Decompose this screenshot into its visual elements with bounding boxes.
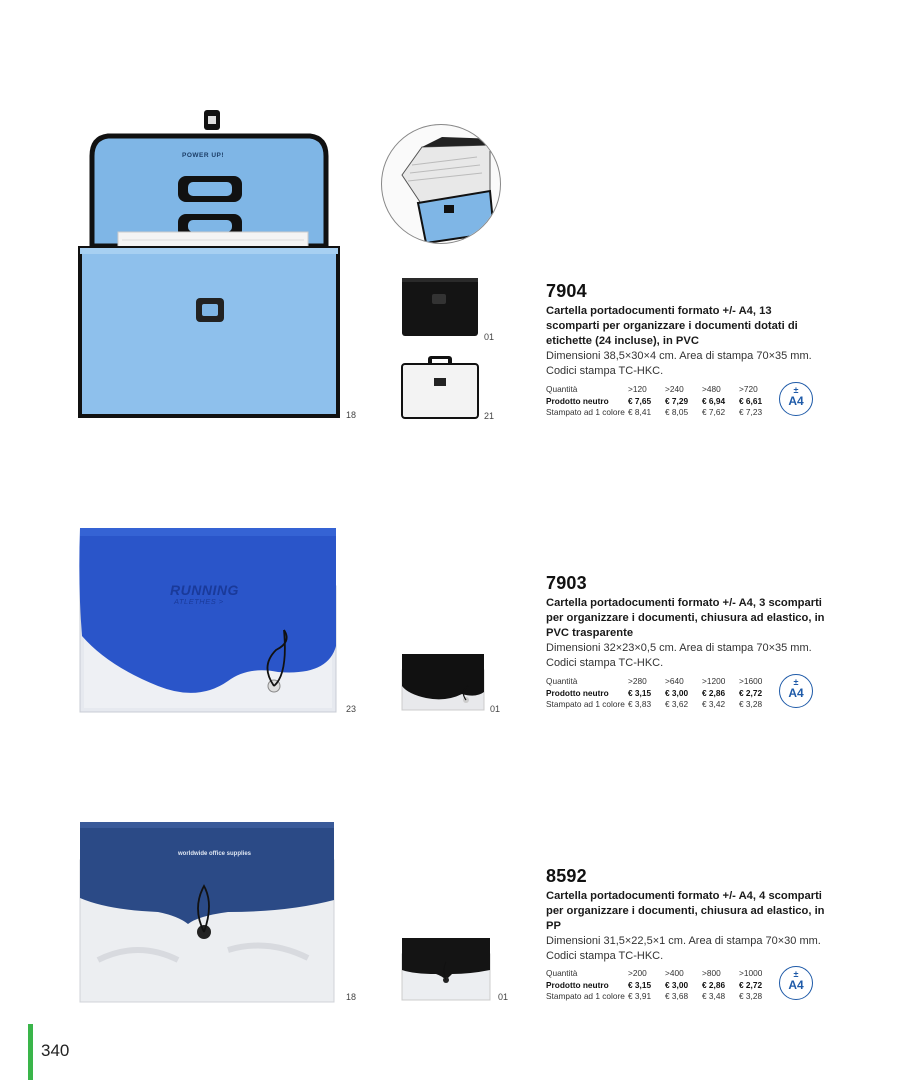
price-stampato-row: Stampato ad 1 colore € 3,91 € 3,68 € 3,48 € 3,28	[546, 991, 763, 1001]
price-neutro-row: Prodotto neutro € 3,15 € 3,00 € 2,86 € 2,72	[546, 979, 763, 990]
color-code-main: 18	[346, 410, 357, 420]
thumb-black-8592	[400, 936, 492, 1002]
price-header-row: Quantità >200 >400 >800 >1000	[546, 968, 763, 978]
page-accent-bar	[28, 1024, 33, 1080]
color-code-main: 18	[346, 992, 357, 1002]
price-header-row: Quantità >280 >640 >1200 >1600	[546, 676, 763, 686]
color-code-thumb: 21	[484, 411, 495, 421]
price-table	[546, 968, 776, 1003]
main-print-logo: worldwide office supplies	[178, 851, 252, 857]
product-dimensions: Dimensioni 31,5×22,5×1 cm. Area di stampa 70×30 mm. Codici stampa TC-HKC.	[546, 935, 821, 962]
color-code-thumb: 01	[498, 992, 509, 1002]
product-description: Cartella portadocumenti formato +/- A4, 4 scomparti per organizzare i documenti, chiusura ad elastico, in PP	[546, 890, 825, 932]
main-print-sub: ATLETHES >	[174, 597, 224, 606]
color-code-main: 23	[346, 704, 357, 714]
price-neutro-row: Prodotto neutro € 3,15 € 3,00 € 2,86 € 2,72	[546, 687, 763, 698]
product-description: Cartella portadocumenti formato +/- A4, 13 scomparti per organizzare i documenti dotati di etichette (24 incluse), in PVC	[546, 305, 798, 347]
price-header-row: Quantità >120 >240 >480 >720	[546, 384, 758, 394]
price-stampato-row: Stampato ad 1 colore € 3,83 € 3,62 € 3,42 € 3,28	[546, 699, 763, 709]
main-print-logo: POWER UP!	[182, 152, 225, 159]
main-print-logo: RUNNING	[170, 582, 239, 598]
product-dimensions: Dimensioni 32×23×0,5 cm. Area di stampa 70×35 mm. Codici stampa TC-HKC.	[546, 642, 812, 669]
product-dimensions: Dimensioni 38,5×30×4 cm. Area di stampa 70×35 mm. Codici stampa TC-HKC.	[546, 350, 812, 377]
color-code-thumb: 01	[490, 704, 501, 714]
product-code: 7903	[546, 573, 587, 593]
a4-size-badge: ± A4	[779, 674, 813, 708]
a4-size-badge: ± A4	[779, 966, 813, 1000]
page-number: 340	[41, 1041, 70, 1060]
a4-size-badge: ± A4	[779, 382, 813, 416]
product-code: 7904	[546, 281, 587, 301]
product-info	[546, 866, 826, 964]
price-neutro-row: Prodotto neutro € 7,65 € 7,29 € 6,94 € 6,61	[546, 395, 763, 406]
product-code: 8592	[546, 866, 587, 886]
price-stampato-row: Stampato ad 1 colore € 8,41 € 8,05 € 7,62 € 7,23	[546, 407, 763, 417]
color-code-thumb: 01	[484, 332, 495, 342]
product-image-8592	[78, 820, 336, 1004]
product-description: Cartella portadocumenti formato +/- A4, 3 scomparti per organizzare i documenti, chiusura ad elastico, in PVC trasparente	[546, 597, 825, 639]
